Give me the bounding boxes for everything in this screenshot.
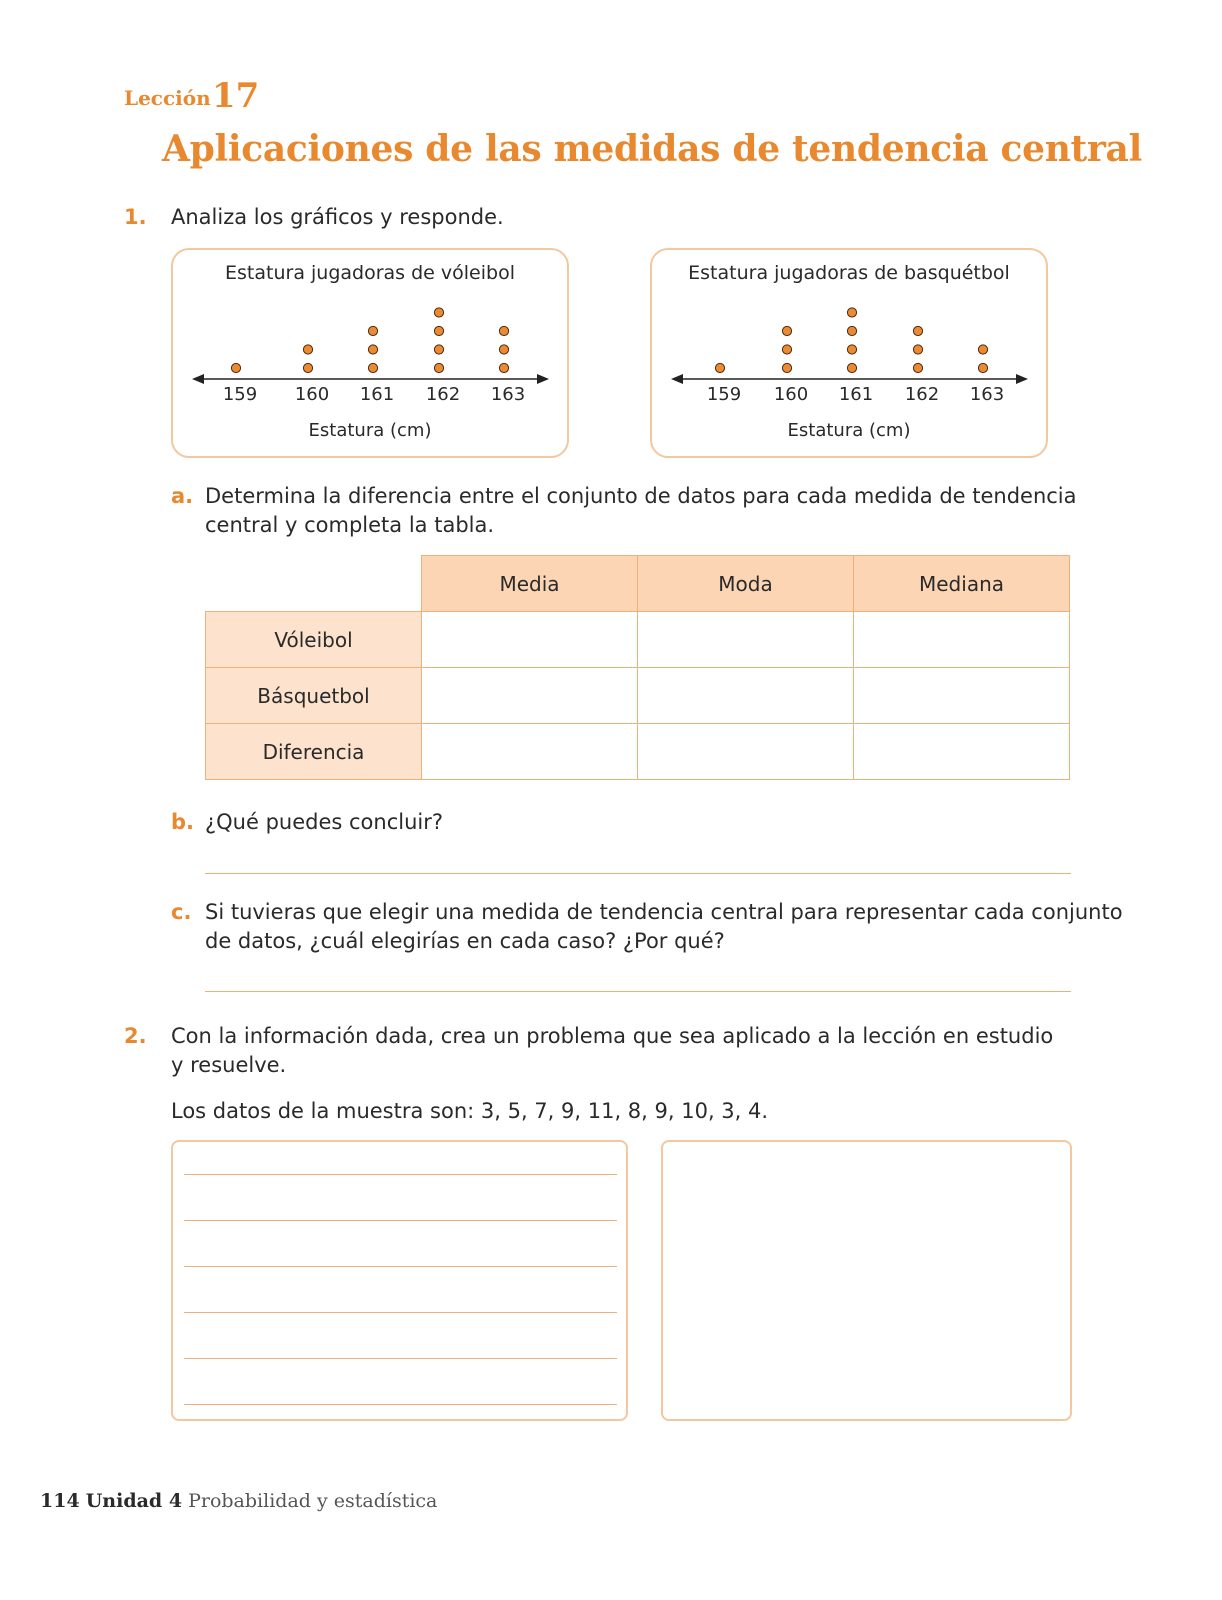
tick-label: 161	[359, 384, 395, 405]
writing-line[interactable]	[184, 1220, 617, 1221]
tick-label: 160	[773, 384, 809, 405]
x-axis-right-arrow	[537, 374, 549, 384]
question-1a-text	[205, 482, 1077, 540]
solution-box[interactable]	[661, 1140, 1072, 1421]
tick-label: 162	[425, 384, 461, 405]
tick-label: 159	[706, 384, 742, 405]
data-dot	[847, 345, 856, 354]
column-header-moda: Moda	[638, 556, 854, 612]
table-header-row	[206, 556, 1070, 612]
question-1a-letter: a.	[171, 484, 194, 508]
question-2-data: Los datos de la muestra son: 3, 5, 7, 9, 11, 8, 9, 10, 3, 4.	[171, 1099, 769, 1123]
answer-cell[interactable]	[854, 668, 1070, 724]
question-1a-line2: central y completa la tabla.	[205, 513, 495, 537]
data-dot	[782, 363, 791, 372]
data-dot	[368, 345, 377, 354]
question-2-text	[171, 1022, 1053, 1080]
data-dot	[913, 326, 922, 335]
answer-cell[interactable]	[638, 724, 854, 780]
data-dot	[847, 363, 856, 372]
unit-topic: Probabilidad y estadística	[188, 1490, 438, 1512]
tick-label: 159	[222, 384, 258, 405]
table-corner	[206, 556, 422, 612]
data-dot	[434, 308, 443, 317]
lesson-number: 17	[212, 76, 260, 116]
table-row	[206, 612, 1070, 668]
table-row	[206, 668, 1070, 724]
page-title: Aplicaciones de las medidas de tendencia central	[162, 128, 1142, 170]
x-axis-left-arrow	[192, 374, 204, 384]
question-1c-line2: de datos, ¿cuál elegirías en cada caso? ¿Por qué?	[205, 929, 725, 953]
question-2-number: 2.	[124, 1024, 147, 1048]
tick-label: 161	[838, 384, 874, 405]
x-axis-right-arrow	[1016, 374, 1028, 384]
data-dot	[434, 326, 443, 335]
row-header-basquetbol: Básquetbol	[206, 668, 422, 724]
answer-cell[interactable]	[854, 724, 1070, 780]
question-1c-line1: Si tuvieras que elegir una medida de tendencia central para representar cada conjunto	[205, 900, 1123, 924]
lesson-label: Lección	[124, 86, 211, 110]
question-1c-text	[205, 898, 1123, 956]
page-footer	[40, 1490, 437, 1512]
writing-line[interactable]	[184, 1312, 617, 1313]
data-dot	[499, 363, 508, 372]
chart-volleyball-title: Estatura jugadoras de vóleibol	[225, 262, 515, 284]
question-1b-letter: b.	[171, 810, 195, 834]
tick-label: 160	[294, 384, 330, 405]
x-axis-left-arrow	[671, 374, 683, 384]
data-dot	[368, 363, 377, 372]
chart-basketball-xlabel: Estatura (cm)	[787, 420, 911, 441]
data-dot	[978, 345, 987, 354]
answer-line-1c[interactable]	[205, 991, 1071, 992]
writing-line[interactable]	[184, 1404, 617, 1405]
data-dot	[434, 345, 443, 354]
answer-cell[interactable]	[422, 612, 638, 668]
data-dot	[913, 345, 922, 354]
question-1-number: 1.	[124, 205, 147, 229]
data-dot	[782, 345, 791, 354]
tick-label: 163	[969, 384, 1005, 405]
data-dot	[847, 308, 856, 317]
data-dot	[434, 363, 443, 372]
question-1a-line1: Determina la diferencia entre el conjunto de datos para cada medida de tendencia	[205, 484, 1077, 508]
data-dot	[303, 363, 312, 372]
problem-writing-box[interactable]	[171, 1140, 628, 1421]
answer-cell[interactable]	[638, 668, 854, 724]
data-dot	[782, 326, 791, 335]
chart-volleyball-xlabel: Estatura (cm)	[308, 420, 432, 441]
table-row	[206, 724, 1070, 780]
answer-cell[interactable]	[854, 612, 1070, 668]
data-dot	[978, 363, 987, 372]
data-dot	[499, 345, 508, 354]
tick-label: 163	[490, 384, 526, 405]
writing-line[interactable]	[184, 1174, 617, 1175]
data-dot	[303, 345, 312, 354]
data-dot	[715, 363, 724, 372]
writing-line[interactable]	[184, 1358, 617, 1359]
column-header-media: Media	[422, 556, 638, 612]
answer-cell[interactable]	[638, 612, 854, 668]
chart-basketball	[650, 248, 1048, 458]
writing-line[interactable]	[184, 1266, 617, 1267]
row-header-voleibol: Vóleibol	[206, 612, 422, 668]
data-dot	[847, 326, 856, 335]
chart-basketball-title: Estatura jugadoras de basquétbol	[688, 262, 1010, 284]
question-2-line2: y resuelve.	[171, 1053, 287, 1077]
measures-table	[205, 555, 1070, 780]
question-2-line1: Con la información dada, crea un problema que sea aplicado a la lección en estudio	[171, 1024, 1054, 1048]
column-header-mediana: Mediana	[854, 556, 1070, 612]
page-number: 114	[40, 1490, 80, 1512]
data-dot	[368, 326, 377, 335]
row-header-diferencia: Diferencia	[206, 724, 422, 780]
answer-line-1b[interactable]	[205, 873, 1071, 874]
chart-volleyball	[171, 248, 569, 458]
question-1-text: Analiza los gráficos y responde.	[171, 205, 504, 229]
data-dot	[913, 363, 922, 372]
answer-cell[interactable]	[422, 668, 638, 724]
unit-label: Unidad 4	[85, 1490, 183, 1512]
tick-label: 162	[904, 384, 940, 405]
question-1b-text: ¿Qué puedes concluir?	[205, 810, 444, 834]
question-1c-letter: c.	[171, 900, 192, 924]
data-dot	[231, 363, 240, 372]
answer-cell[interactable]	[422, 724, 638, 780]
data-dot	[499, 326, 508, 335]
